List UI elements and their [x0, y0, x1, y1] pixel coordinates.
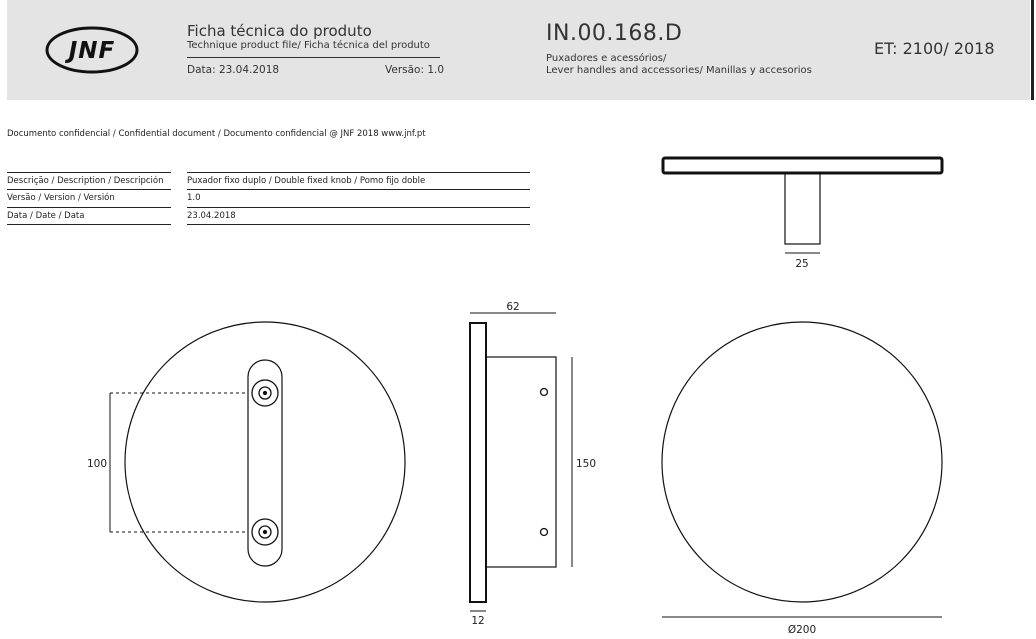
- svg-text:JNF: JNF: [68, 38, 116, 64]
- dim-hole-spacing: 100: [86, 458, 108, 470]
- confidential-notice: Documento confidencial / Confidential document / Documento confidencial @ JNF 2018 www.jnf.pt: [7, 129, 426, 139]
- dim-diameter: Ø200: [787, 624, 817, 636]
- document-version: Versão: 1.0: [385, 64, 445, 76]
- rear-view: [662, 322, 942, 617]
- table-value-description: Puxador fixo duplo / Double fixed knob / Pomo fijo doble: [187, 176, 426, 186]
- dim-top-width: 25: [795, 258, 809, 270]
- table-label-version: Versão / Version / Versión: [7, 193, 115, 203]
- product-category-line1: Puxadores e acessórios/: [546, 53, 667, 64]
- document-title: Ficha técnica do produto: [187, 22, 372, 40]
- table-value-version: 1.0: [187, 193, 201, 203]
- table-label-description: Descrição / Description / Descripción: [7, 176, 164, 186]
- front-view: [110, 322, 405, 602]
- dim-height: 150: [575, 458, 597, 470]
- top-view: [663, 158, 942, 253]
- dim-plate-thickness: 12: [471, 615, 485, 627]
- document-subtitle: Technique product file/ Ficha técnica del produto: [187, 40, 430, 51]
- table-label-date: Data / Date / Data: [7, 211, 85, 221]
- product-code: IN.00.168.D: [546, 21, 683, 46]
- side-view: [470, 313, 572, 611]
- table-value-date: 23.04.2018: [187, 211, 236, 221]
- dim-depth: 62: [506, 301, 520, 313]
- screw-bottom: [252, 519, 278, 545]
- et-reference: ET: 2100/ 2018: [874, 39, 995, 58]
- product-category-line2: Lever handles and accessories/ Manillas y accesorios: [546, 65, 812, 76]
- document-date: Data: 23.04.2018: [187, 64, 280, 76]
- screw-top: [252, 380, 278, 406]
